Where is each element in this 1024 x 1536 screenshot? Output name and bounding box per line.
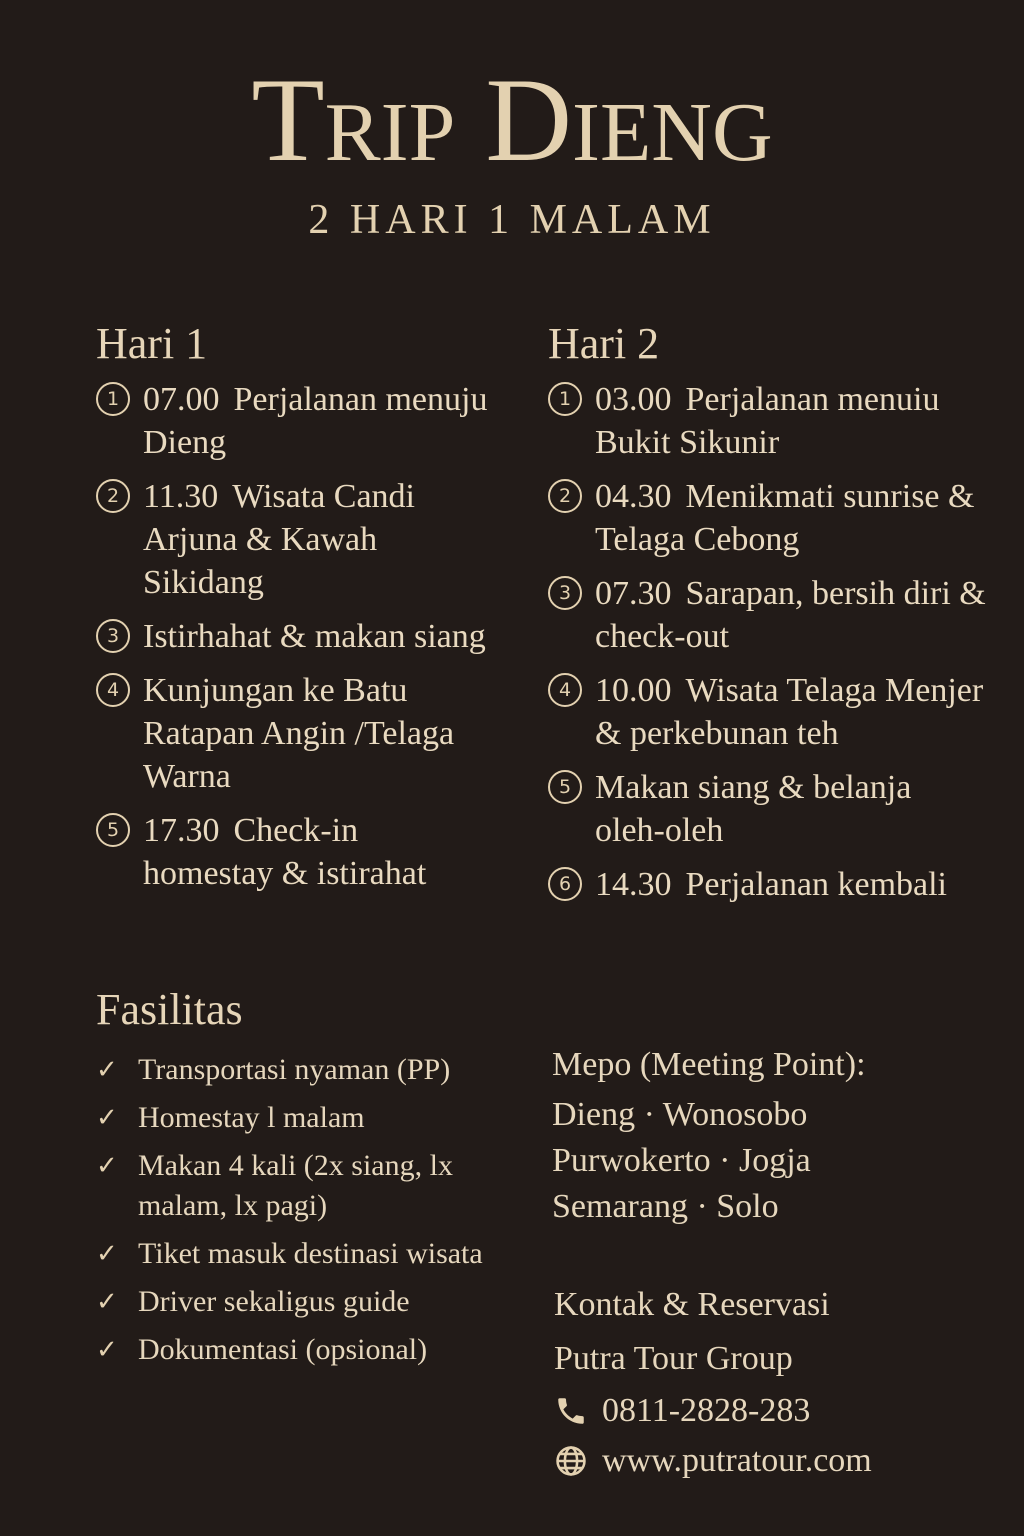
phone-number[interactable]: 0811-2828-283: [602, 1392, 811, 1429]
facility-text: Homestay l malam: [138, 1101, 365, 1134]
day2-itinerary: [548, 378, 988, 906]
company-name: Putra Tour Group: [554, 1340, 793, 1377]
step-number: 1: [548, 382, 582, 416]
step-text: Makan siang & belanja oleh-oleh: [595, 769, 912, 849]
facility-text: Tiket masuk destinasi wisata: [138, 1237, 483, 1270]
step-text: Perjalanan menuju Dieng: [143, 381, 488, 461]
check-icon: ✓: [96, 1335, 118, 1365]
step-text: Sarapan, bersih diri & check-out: [595, 575, 986, 655]
step-text: Check-in homestay & istirahat: [143, 812, 427, 892]
facility-text: Makan 4 kali (2x siang, lx malam, lx pagi): [138, 1149, 453, 1222]
phone-row[interactable]: [554, 1386, 994, 1436]
step-number: 3: [548, 576, 582, 610]
step-number: 5: [548, 770, 582, 804]
meeting-point-section: [552, 1042, 992, 1230]
contact-heading: Kontak & Reservasi: [554, 1286, 830, 1323]
step-time: 10.00: [595, 672, 672, 709]
day1-section: [96, 318, 536, 906]
page-subtitle: 2 HARI 1 MALAM: [308, 197, 716, 243]
step-number: 3: [96, 619, 130, 653]
facility-item: [96, 1234, 516, 1274]
itinerary-item: [548, 766, 988, 852]
itinerary-item: [96, 475, 496, 604]
website-row[interactable]: [554, 1436, 994, 1486]
facilities-section: [96, 984, 516, 1378]
itinerary-item: [548, 378, 988, 464]
check-icon: ✓: [96, 1151, 118, 1181]
step-number: 4: [96, 673, 130, 707]
meeting-point-line: Dieng · Wonosobo: [552, 1096, 808, 1133]
page-title: Trip Dieng: [251, 53, 773, 186]
website-link[interactable]: www.putratour.com: [602, 1442, 872, 1479]
step-text: Perjalanan kembali: [685, 866, 948, 903]
check-icon: ✓: [96, 1287, 118, 1317]
step-time: 04.30: [595, 478, 672, 515]
itinerary-item: [548, 475, 988, 561]
meeting-point-line: Purwokerto · Jogja: [552, 1142, 811, 1179]
step-text: Kunjungan ke Batu Ratapan Angin /Telaga Warna: [143, 672, 455, 795]
globe-icon: [554, 1444, 588, 1478]
itinerary-item: [96, 615, 496, 658]
step-text: Istirhahat & makan siang: [143, 618, 486, 655]
itinerary-item: [548, 863, 988, 906]
day2-heading: Hari 2: [548, 319, 660, 368]
step-number: 5: [96, 813, 130, 847]
step-number: 6: [548, 867, 582, 901]
facilities-list: [96, 1050, 516, 1370]
step-text: Perjalanan menuiu Bukit Sikunir: [595, 381, 940, 461]
day2-section: [548, 318, 988, 917]
step-time: 17.30: [143, 812, 220, 849]
facility-item: [96, 1282, 516, 1322]
facility-item: [96, 1050, 516, 1090]
contact-section: [554, 1278, 994, 1486]
step-text: Menikmati sunrise & Telaga Cebong: [595, 478, 975, 558]
facility-text: Dokumentasi (opsional): [138, 1333, 428, 1366]
itinerary-item: [96, 809, 496, 895]
step-time: 07.00: [143, 381, 220, 418]
facility-text: Transportasi nyaman (PP): [138, 1053, 451, 1086]
facility-item: [96, 1330, 516, 1370]
itinerary-item: [548, 572, 988, 658]
step-number: 2: [548, 479, 582, 513]
itinerary-item: [548, 669, 988, 755]
itinerary-item: [96, 669, 496, 798]
facility-item: [96, 1146, 516, 1226]
step-time: 11.30: [143, 478, 219, 515]
step-time: 03.00: [595, 381, 672, 418]
step-time: 07.30: [595, 575, 672, 612]
facilities-heading: Fasilitas: [96, 985, 243, 1034]
step-time: 14.30: [595, 866, 672, 903]
facility-item: [96, 1098, 516, 1138]
check-icon: ✓: [96, 1055, 118, 1085]
meeting-point-line: Semarang · Solo: [552, 1188, 779, 1225]
phone-icon: [554, 1394, 588, 1428]
itinerary-item: [96, 378, 496, 464]
step-text: Wisata Candi Arjuna & Kawah Sikidang: [143, 478, 415, 601]
step-number: 4: [548, 673, 582, 707]
day1-itinerary: [96, 378, 536, 895]
step-number: 2: [96, 479, 130, 513]
step-text: Wisata Telaga Menjer & perkebunan teh: [595, 672, 984, 752]
meeting-point-heading: Mepo (Meeting Point):: [552, 1046, 866, 1083]
check-icon: ✓: [96, 1239, 118, 1269]
facility-text: Driver sekaligus guide: [138, 1285, 410, 1318]
day1-heading: Hari 1: [96, 319, 208, 368]
check-icon: ✓: [96, 1103, 118, 1133]
step-number: 1: [96, 382, 130, 416]
